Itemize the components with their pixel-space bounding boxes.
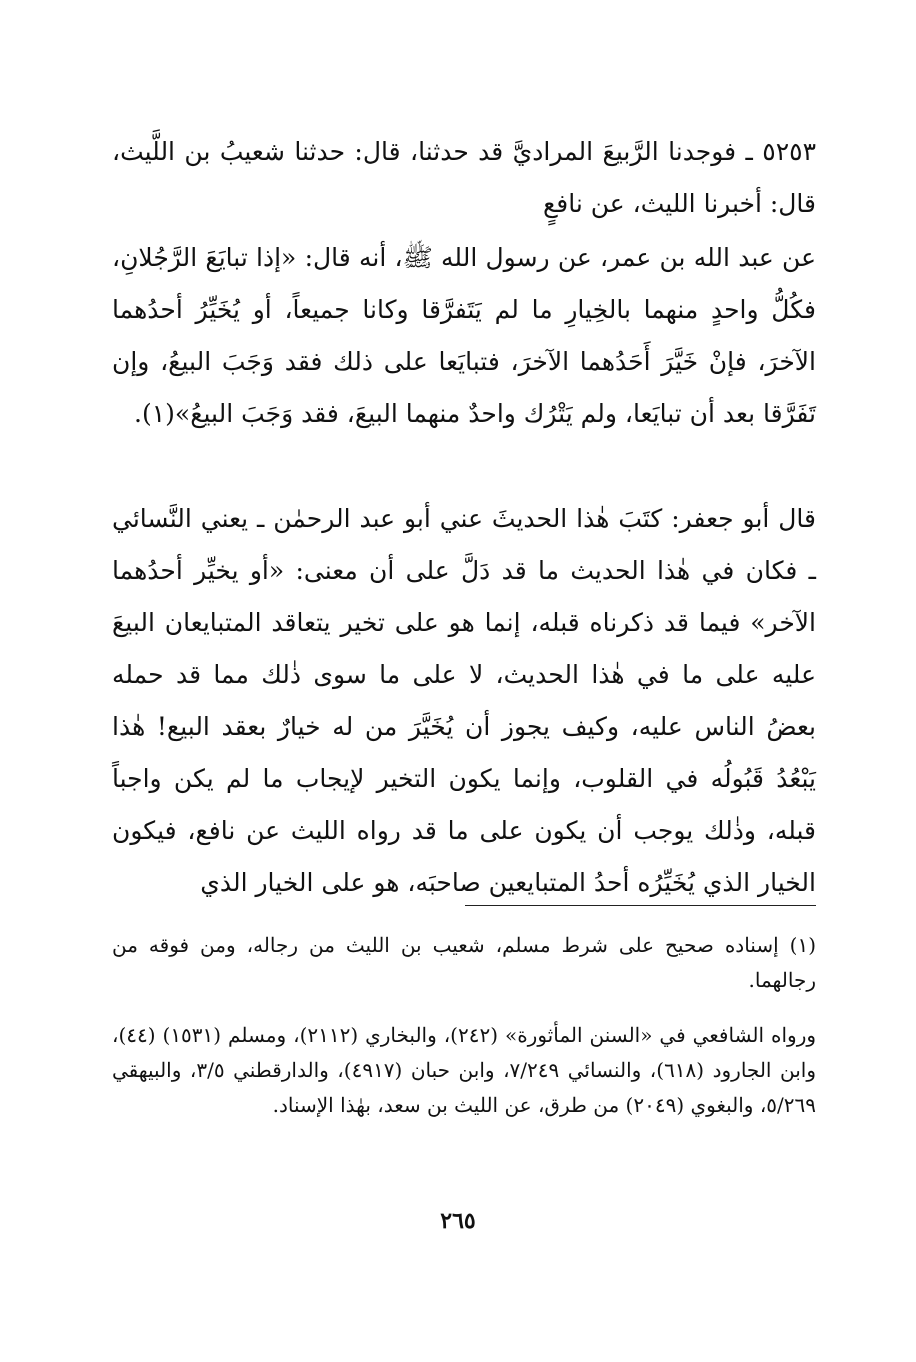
footnote-1: (١) إسناده صحيح على شرط مسلم، شعيب بن الليث من رجاله، ومن فوقه من رجالهما. <box>112 933 816 992</box>
hadith-text-paragraph: عن عبد الله بن عمر، عن رسول الله ﷺ، أنه قال: «إذا تبايَعَ الرَّجُلانِ، فكُلُّ واحدٍ منهما بالخِيارِ ما لم يَتَفرَّقا وكانا جميعاً، أو يُخَيِّرُ أحدُهما الآخرَ، فإنْ خَيَّرَ أَحَدُهما الآخرَ، فتبايَعا على ذلك فقد وَجَبَ البيعُ، وإن تَفَرَّقا بعد أن تبايَعا، ولم يَتْرُك واحدٌ منهما البيعَ، فقد وَجَبَ البيعُ»(١). <box>112 243 816 428</box>
footnote-divider <box>465 905 816 906</box>
hadith-chain-paragraph: ٥٢٥٣ ـ فوجدنا الرَّبيعَ المراديَّ قد حدثنا، قال: حدثنا شعيبُ بن اللَّيث، قال: أخبرنا الليث، عن نافعٍ <box>112 137 816 218</box>
page-number: ٢٦٥ <box>440 1208 476 1234</box>
footnote-1-sources: ورواه الشافعي في «السنن المأثورة» (٢٤٢)، والبخاري (٢١١٢)، ومسلم (١٥٣١) (٤٤)، وابن الجارود (٦١٨)، والنسائي ٧/٢٤٩، وابن حبان (٤٩١٧)، والدارقطني ٣/٥، والبيهقي ٥/٢٦٩، والبغوي (٢٠٤٩) من طرق، عن الليث بن سعد، بهٰذا الإسناد. <box>112 1023 817 1117</box>
commentary-paragraph: قال أبو جعفر: كتَبَ هٰذا الحديثَ عني أبو عبد الرحمٰن ـ يعني النَّسائي ـ فكان في هٰذا الحديث ما قد دَلَّ على أن معنى: «أو يخيِّر أحدُهما الآخر» فيما قد ذكرناه قبله، إنما هو على تخير يتعاقد المتبايعان البيعَ عليه على ما في هٰذا الحديث، لا على ما سوى ذٰلك مما قد حمله بعضُ الناس عليه، وكيف يجوز أن يُخَيَّرَ من له خيارٌ بعقد البيع! هٰذا يَبْعُدُ قَبُولُه في القلوب، وإنما يكون التخير لإيجاب ما لم يكن واجباً قبله، وذٰلك يوجب أن يكون على ما قد رواه الليث عن نافع، فيكون الخيار الذي يُخَيِّرُه أحدُ المتبايعين صاحبَه، هو على الخيار الذي <box>112 504 816 897</box>
